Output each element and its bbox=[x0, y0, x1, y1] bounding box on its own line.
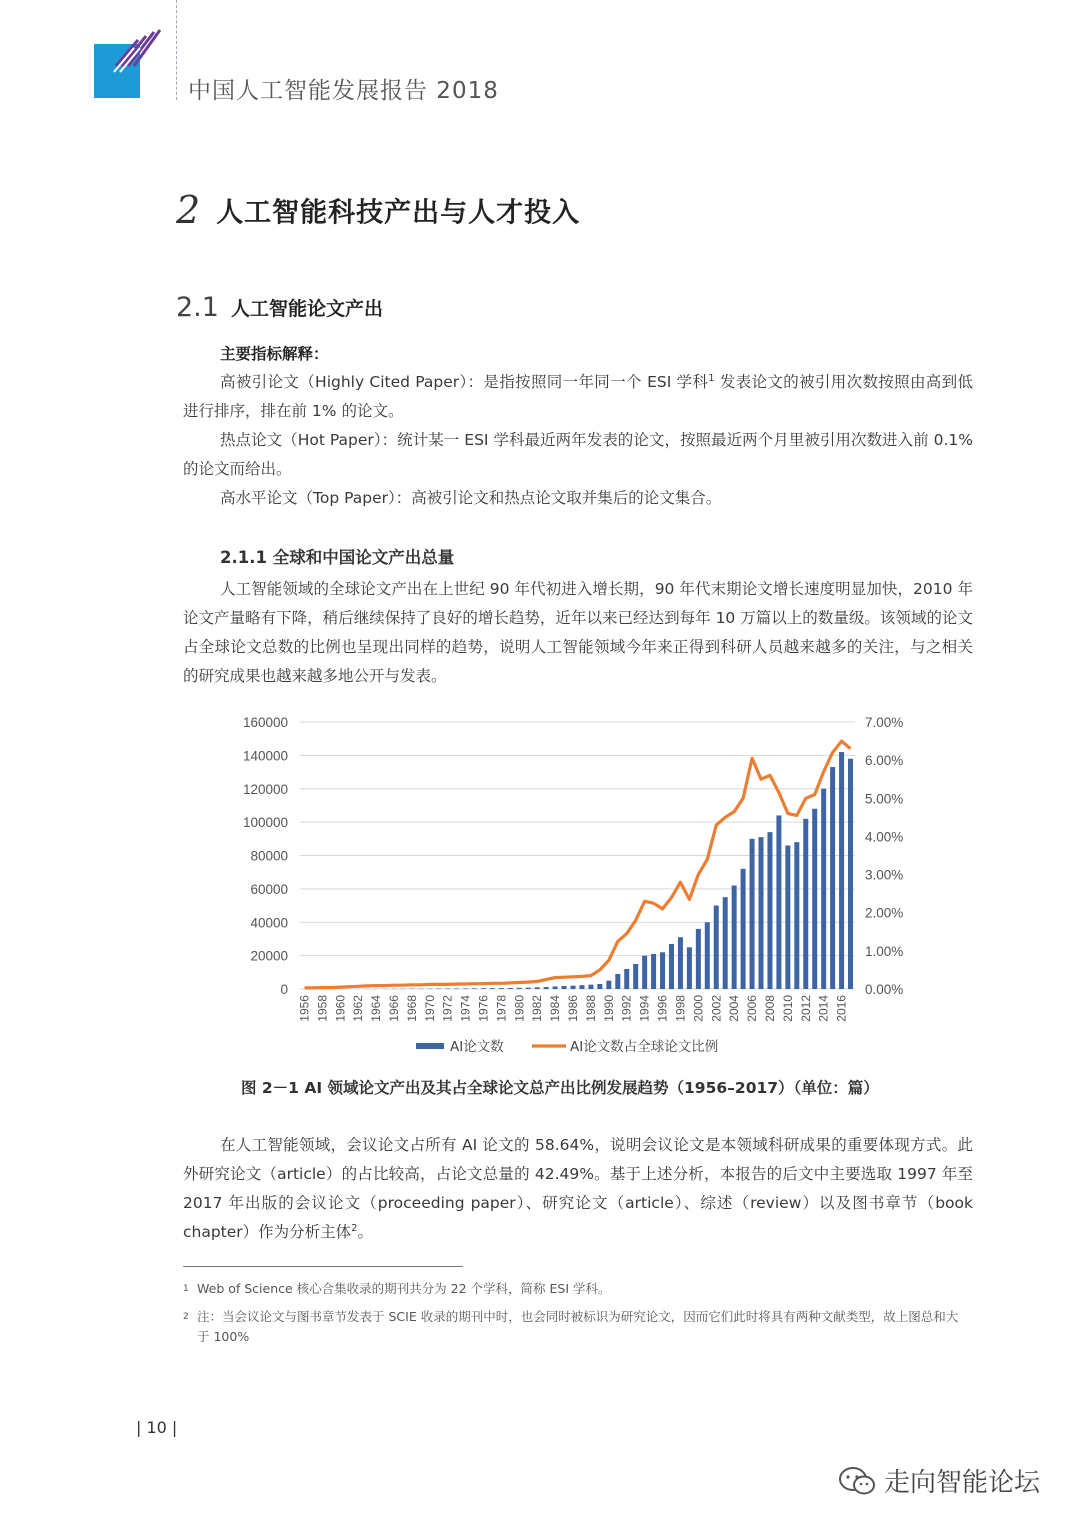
y-right-tick-label: 0.00% bbox=[865, 982, 904, 997]
y-left-tick-label: 160000 bbox=[242, 715, 288, 730]
x-tick-label: 1980 bbox=[512, 995, 527, 1022]
chapter-title: 人工智能科技产出与人才投入 bbox=[216, 197, 581, 229]
paper-output-chart bbox=[230, 705, 930, 1075]
footnote-divider bbox=[183, 1266, 463, 1267]
bar bbox=[553, 986, 558, 989]
x-tick-label: 1972 bbox=[440, 995, 455, 1022]
bar bbox=[597, 984, 602, 989]
chapter-number: 2 bbox=[176, 188, 201, 232]
x-tick-label: 1956 bbox=[297, 995, 312, 1022]
x-tick-label: 1990 bbox=[601, 995, 616, 1022]
bar bbox=[696, 929, 701, 989]
bar bbox=[714, 906, 719, 989]
bar bbox=[517, 988, 522, 989]
bar bbox=[669, 944, 674, 989]
y-left-tick-label: 100000 bbox=[242, 815, 288, 831]
section-number: 2.1 bbox=[176, 292, 219, 323]
y-left-tick-label: 140000 bbox=[242, 748, 288, 764]
footnote: 1 Web of Science 核心合集收录的期刊共分为 22 个学科，简称 ESI 学科。 bbox=[183, 1281, 611, 1296]
y-right-tick-label: 6.00% bbox=[865, 753, 904, 769]
section-title: 人工智能论文产出 bbox=[230, 298, 383, 320]
x-tick-label: 1996 bbox=[655, 995, 670, 1022]
x-tick-label: 1978 bbox=[494, 995, 509, 1022]
x-tick-label: 1986 bbox=[566, 995, 581, 1022]
bar bbox=[499, 988, 504, 989]
section-heading bbox=[176, 292, 383, 323]
x-tick-label: 1962 bbox=[351, 995, 366, 1022]
x-tick-label: 1960 bbox=[333, 995, 348, 1022]
bar bbox=[642, 956, 647, 989]
body-paragraph: 人工智能领域的全球论文产出在上世纪 90 年代初进入增长期，90 年代末期论文增长速度明显加快，2010 年论文产量略有下降，稍后继续保持了良好的增长趋势，近年以来已经达到每年 10 万篇以上的数量级。该领域的论文占全球论文总数的比例也呈现出同样的趋势，说明人工智能领域今年来正得到科研人员越来越多的关注，与之相关的研究成果也越来越多地公开与发表。 bbox=[183, 580, 973, 685]
bar bbox=[741, 869, 746, 989]
bar bbox=[812, 809, 817, 989]
bar bbox=[776, 815, 781, 989]
body-paragraph: 在人工智能领域，会议论文占所有 AI 论文的 58.64%，说明会议论文是本领域科研成果的重要体现方式。此外研究论文（article）的占比较高，占论文总量的 42.49%。基于上述分析，本报告的后文中主要选取 1997 年至 2017 年出版的会议论文（proceeding paper）、研究论文（article）、综述（review）以及图书章节（book chapter）作为分析主体$^2$。 bbox=[183, 1136, 973, 1241]
bar bbox=[803, 819, 808, 989]
x-tick-label: 2010 bbox=[780, 995, 795, 1022]
book-title: 中国人工智能发展报告 2018 bbox=[188, 78, 499, 104]
y-right-tick-label: 1.00% bbox=[865, 943, 904, 959]
watermark: 走向智能论坛 bbox=[838, 1462, 1040, 1499]
footnote: 2 注：当会议论文与图书章节发表于 SCIE 收录的期刊中时，也会同时被标识为研究论文，因而它们此时将具有两种文献类型，故上图总和大于 100% bbox=[183, 1309, 959, 1344]
y-left-tick-label: 0 bbox=[280, 982, 288, 997]
definition-item: 高被引论文（Highly Cited Paper）：是指按照同一年同一个 ESI 学科$^1$ 发表论文的被引用次数按照由高到低进行排序，排在前 1% 的论文。 bbox=[183, 372, 973, 420]
x-tick-label: 1982 bbox=[530, 995, 545, 1022]
bar bbox=[535, 987, 540, 989]
bar bbox=[562, 986, 567, 989]
x-tick-label: 1966 bbox=[386, 995, 401, 1022]
x-tick-label: 2014 bbox=[816, 995, 831, 1022]
bar bbox=[526, 988, 531, 989]
x-tick-label: 2016 bbox=[834, 995, 849, 1022]
bar bbox=[767, 832, 772, 989]
bar bbox=[490, 988, 495, 989]
bar bbox=[579, 985, 584, 989]
bar bbox=[785, 845, 790, 989]
y-left-tick-label: 80000 bbox=[250, 848, 288, 864]
subsection-title: 2.1.1 全球和中国论文产出总量 bbox=[220, 548, 455, 567]
bar bbox=[588, 985, 593, 989]
bar bbox=[848, 759, 853, 989]
bar bbox=[687, 947, 692, 989]
bar bbox=[723, 897, 728, 989]
bar bbox=[454, 988, 459, 989]
x-tick-label: 1994 bbox=[637, 995, 652, 1022]
bar bbox=[615, 974, 620, 989]
x-tick-label: 2004 bbox=[727, 995, 742, 1022]
x-tick-label: 1964 bbox=[369, 995, 384, 1022]
bar bbox=[660, 952, 665, 989]
bar bbox=[544, 987, 549, 989]
bar bbox=[794, 842, 799, 989]
definitions-heading: 主要指标解释： bbox=[220, 345, 329, 363]
definition-item: 热点论文（Hot Paper）：统计某一 ESI 学科最近两年发表的论文，按照最近两个月里被引用次数进入前 0.1% 的论文而给出。 bbox=[183, 431, 973, 478]
bar bbox=[508, 988, 513, 989]
x-tick-label: 1998 bbox=[673, 995, 688, 1022]
wechat-icon bbox=[838, 1466, 876, 1496]
bar bbox=[472, 988, 477, 989]
bar bbox=[839, 752, 844, 989]
bar bbox=[821, 789, 826, 989]
y-right-tick-label: 7.00% bbox=[865, 715, 904, 730]
definitions-list bbox=[183, 368, 973, 513]
figure-caption: 图 2－1 AI 领域论文产出及其占全球论文总产出比例发展趋势（1956–2017）（单位：篇） bbox=[241, 1079, 879, 1097]
y-right-tick-label: 4.00% bbox=[865, 829, 904, 845]
bar bbox=[463, 988, 468, 989]
legend-label: AI论文数 bbox=[450, 1039, 504, 1055]
y-right-tick-label: 2.00% bbox=[865, 905, 904, 921]
bar bbox=[732, 886, 737, 989]
definition-item: 高水平论文（Top Paper）：高被引论文和热点论文取并集后的论文集合。 bbox=[220, 489, 722, 507]
bar bbox=[651, 954, 656, 989]
chapter-heading bbox=[176, 188, 580, 232]
bar bbox=[481, 988, 486, 989]
footnote-ref: 1 bbox=[708, 372, 715, 384]
bar bbox=[624, 969, 629, 989]
x-tick-label: 1968 bbox=[404, 995, 419, 1022]
x-tick-label: 1988 bbox=[583, 995, 598, 1022]
bar bbox=[606, 981, 611, 989]
x-tick-label: 1984 bbox=[548, 995, 563, 1022]
x-tick-label: 2000 bbox=[691, 995, 706, 1022]
y-left-tick-label: 40000 bbox=[250, 915, 288, 931]
page-number: | 10 | bbox=[136, 1418, 178, 1437]
legend-label: AI论文数占全球论文比例 bbox=[570, 1039, 719, 1055]
bar bbox=[750, 839, 755, 989]
footnote-ref: 2 bbox=[351, 1222, 358, 1234]
x-tick-label: 1974 bbox=[458, 995, 473, 1022]
bar bbox=[678, 937, 683, 989]
x-tick-label: 2002 bbox=[709, 995, 724, 1022]
bar bbox=[445, 988, 450, 989]
x-tick-label: 2006 bbox=[745, 995, 760, 1022]
y-left-tick-label: 60000 bbox=[250, 881, 288, 897]
y-left-tick-label: 20000 bbox=[250, 948, 288, 964]
bar bbox=[830, 767, 835, 989]
header-divider bbox=[176, 0, 177, 100]
x-tick-label: 1970 bbox=[422, 995, 437, 1022]
x-tick-label: 1958 bbox=[315, 995, 330, 1022]
bar bbox=[571, 986, 576, 989]
bar bbox=[759, 837, 764, 989]
x-tick-label: 2012 bbox=[798, 995, 813, 1022]
x-tick-label: 2008 bbox=[762, 995, 777, 1022]
y-left-tick-label: 120000 bbox=[242, 781, 288, 797]
x-tick-label: 1976 bbox=[476, 995, 491, 1022]
report-logo bbox=[94, 26, 164, 98]
bar bbox=[633, 964, 638, 989]
x-tick-label: 1992 bbox=[619, 995, 634, 1022]
y-right-tick-label: 3.00% bbox=[865, 867, 904, 883]
bar bbox=[705, 922, 710, 989]
y-right-tick-label: 5.00% bbox=[865, 791, 904, 807]
